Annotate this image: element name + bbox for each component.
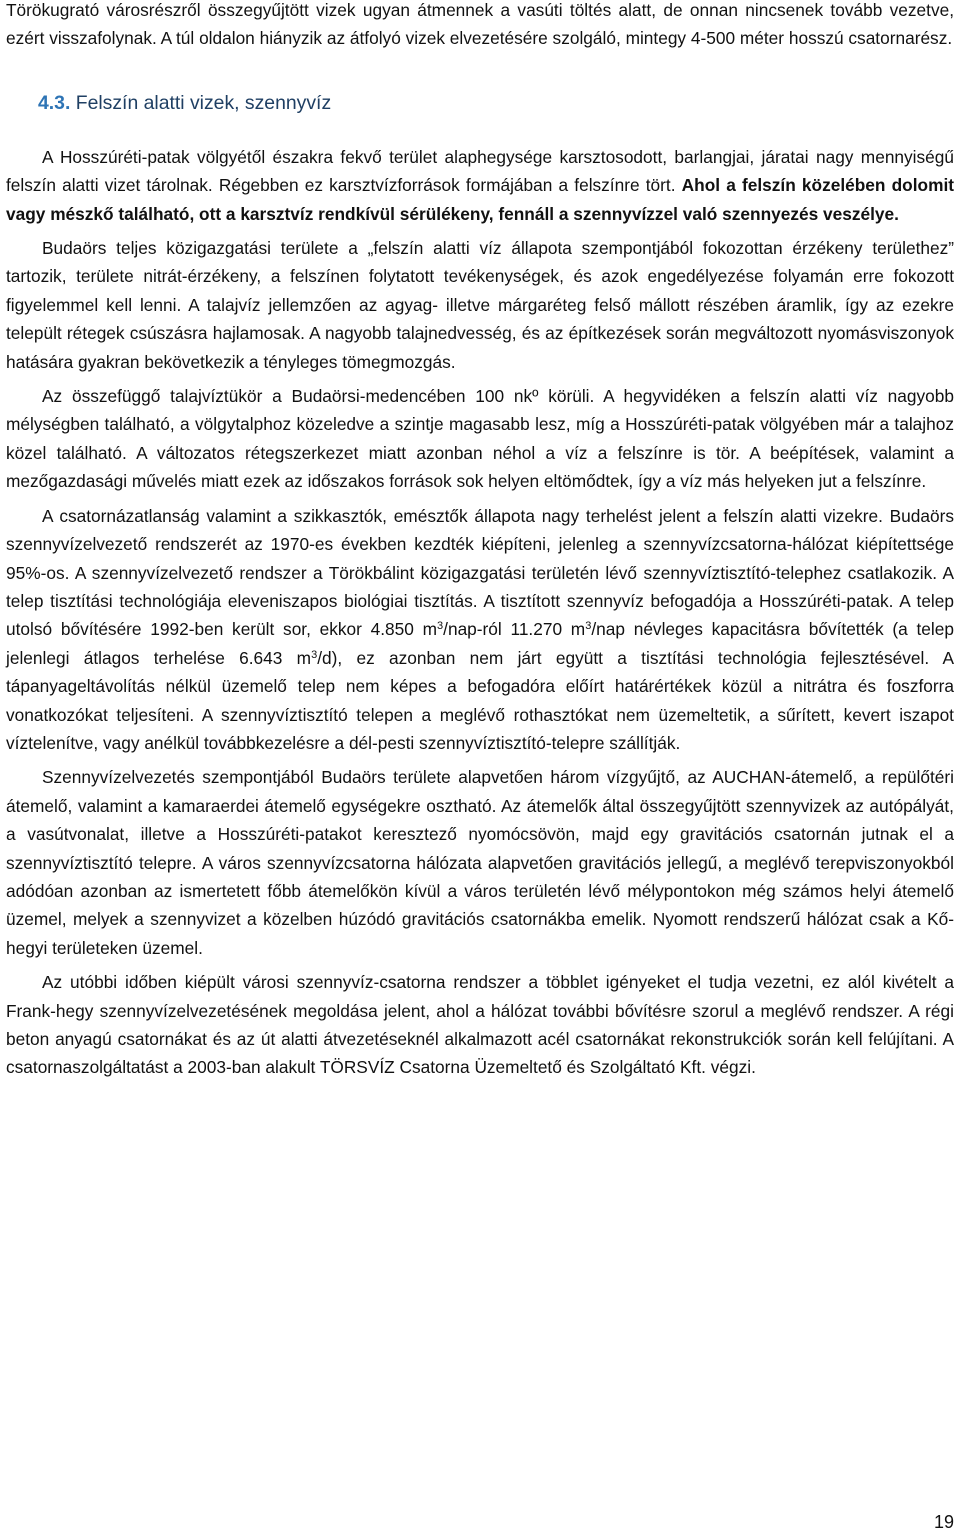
paragraph-karst-text: A Hosszúréti-patak völgyétől északra fekvő terület alaphegysége karsztosodott, barlangjai, járatai nagy mennyiségű felszín alatti vizet tárolnak. Régebben ez karsztvízforrások formájában a felszínre tört. bbox=[6, 146, 954, 196]
superscript-cubic-2: 3 bbox=[585, 620, 592, 633]
section-title: Felszín alatti vizek, szennyvíz bbox=[75, 91, 332, 114]
superscript-cubic-1: 3 bbox=[437, 620, 444, 633]
sewage-text-4: /d), ez azonban nem járt együtt a tisztítási technológia fejlesztésével. A tápanyageltávolítás nélkül üzemelő telep nem képes a befogadóra előírt határértékek közül a nitrátra és foszforra vonatkozókat teljesíteni. A szennyvíztisztító telepen a meglévő rothasztókat nem üzemeltetik, a sűrített, kevert iszapot víztelenítve, vagy anélkül továbbkezelésre a dél-pesti szennyvíztisztító-telepre szállítják. bbox=[6, 647, 955, 753]
section-number: 4.3. bbox=[38, 91, 71, 114]
paragraph-groundwater-sensitivity: Budaörs teljes közigazgatási területe a „felszín alatti víz állapota szempontjából fokozottan érzékeny területhez” tartozik, területe nitrát-érzékeny, a felszínen folytatott tevékenységek, és azok engedélyezése folyamán erre fokozott figyelemmel kell lenni. A talajvíz jellemzően az agyag- illetve márgaréteg felső mállott részében áramlik, így az ezekre települt rétegek csúszásra hajlamosak. A nagyobb talajnedvesség, és az építkezések során megváltozott nyomásviszonyok hatására gyakran bekövetkezik a tényleges tömegmozgás. bbox=[6, 238, 954, 372]
paragraph-water-table: Az összefüggő talajvíztükör a Budaörsi-medencében 100 nkº körüli. A hegyvidéken a felszín alatti víz nagyobb mélységben található, a völgytalphoz közeledve a szintje magasabb lesz, míg a Hosszúréti-patak völgyében már a talajhoz közel található. A változatos rétegszerkezet miatt azonban néhol a víz a felszínre is tör. A beépítések, valamint a mezőgazdasági művelés miatt ezek az időszakos források sok helyen eltömődtek, így a víz más helyeken jut a felszínre. bbox=[6, 386, 954, 492]
document-page bbox=[6, 0, 954, 1082]
sewage-text-3: /nap névleges kapacitásra bővítették (a telep jelenlegi átlagos terhelése 6.643 m bbox=[6, 619, 954, 668]
section-heading bbox=[6, 89, 954, 117]
paragraph-sewage-treatment bbox=[6, 502, 954, 758]
paragraph-karst bbox=[6, 143, 954, 228]
sewage-text-2: /nap-ról 11.270 m bbox=[443, 619, 586, 640]
paragraph-karst-bold: Ahol a felszín közelében dolomit vagy mészkő található, ott a karsztvíz rendkívül sérülékeny, fennáll a szennyvízzel való szennyezés veszélye. bbox=[6, 175, 954, 224]
superscript-cubic-3: 3 bbox=[311, 648, 318, 661]
page-number: 19 bbox=[933, 1512, 954, 1532]
intro-paragraph: Törökugrató városrészről összegyűjtött vizek ugyan átmennek a vasúti töltés alatt, de onnan nincsenek tovább vezetve, ezért visszafolynak. A túl oldalon hiányzik az átfolyó vizek elvezetésére szolgáló, mintegy 4-500 méter hosszú csatornarész. bbox=[6, 0, 954, 49]
paragraph-network-status: Az utóbbi időben kiépült városi szennyvíz-csatorna rendszer a többlet igényeket el tudja vezetni, ez alól kivételt a Frank-hegy szennyvízelvezetésének megoldása jelent, ahol a hálózat további bővítésre szorul a meglévő rendszer. A régi beton anyagú csatornákat és az út alatti átvezetéseknél alkalmazott acél csatornákat rekonstrukciók során kell felújítani. A csatornaszolgáltatást a 2003-ban alakult TÖRSVÍZ Csatorna Üzemeltető és Szolgáltató Kft. végzi. bbox=[6, 972, 954, 1078]
sewage-text-1: A csatornázatlanság valamint a szikkasztók, emésztők állapota nagy terhelést jelent a felszín alatti vizekre. Budaörs szennyvízelvezető rendszerét az 1970-es években kezdték kiépíteni, jelenleg a szennyvízcsatorna-hálózat kiépítettsége 95%-os. A szennyvízelvezető rendszer a Törökbálint közigazgatási területén lévő szennyvíztisztító-telephez csatlakozik. A telep tisztítási technológiája eleveniszapos biológiai tisztítás. A tisztított szennyvíz befogadója a Hosszúréti-patak. A telep utolsó bővítésére 1992-ben került sor, ekkor 4.850 m bbox=[6, 505, 954, 640]
paragraph-catchment-areas: Szennyvízelvezetés szempontjából Budaörs területe alapvetően három vízgyűjtő, az AUCHAN-átemelő, a repülőtéri átemelő, valamint a kamaraerdei átemelő egységekre osztható. Az átemelők által összegyűjtött szennyvizek az autópályát, a vasútvonalat, illetve a Hosszúréti-patakot keresztező nyomócsövön, majd egy gravitációs csatornán jutnak el a szennyvíztisztító telepre. A város szennyvízcsatorna hálózata alapvetően gravitációs jellegű, a meglévő terepviszonyokból adódóan azonban az ismertetett főbb átemelőkön kívül a város területén lévő mélypontokon még számos helyi átemelő üzemel, melyek a szennyvizet a közelben húzódó gravitációs csatornákba emelik. Nyomott rendszerű hálózat csak a Kő-hegyi területeken üzemel. bbox=[6, 767, 954, 958]
